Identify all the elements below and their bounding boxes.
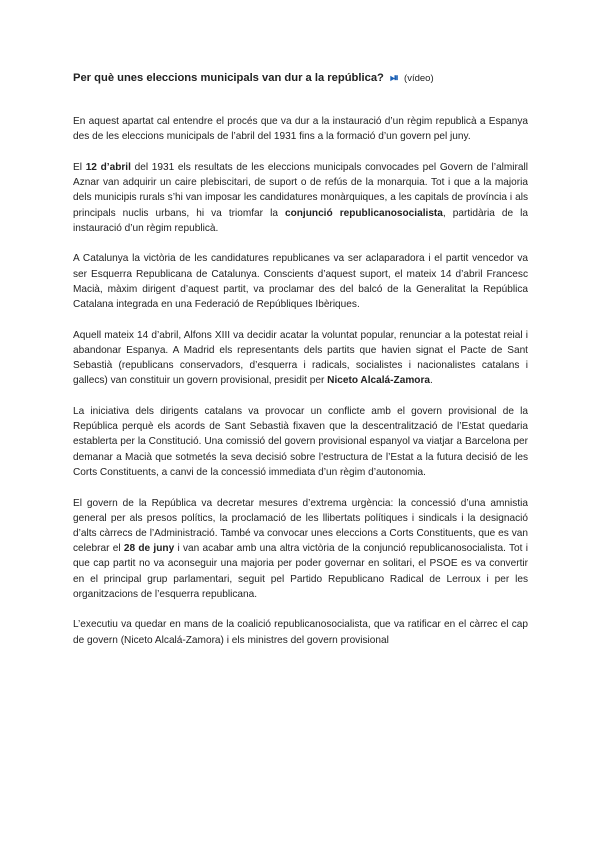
paragraph-7: L’executiu va quedar en mans de la coalició republicanosocialista, que va ratificar en el càrrec el cap de govern (Niceto Alcalá-Zamora) i els ministres del govern provisional bbox=[73, 619, 528, 646]
date-12-april: 12 d’abril bbox=[85, 161, 131, 173]
paragraph-2-text: El bbox=[73, 161, 86, 173]
paragraph-6-text: El govern de la República va decretar mesures d’extrema urgència: la concessió d’una amnistia general per als presos polítics, la proclamació de les llibertats polítiques i sindicals i la designació d’alts càrrecs de l’Administració. També va convocar unes eleccions a Corts Constituents, que es van celebrar el bbox=[73, 497, 528, 555]
term-conjuncio: conjunció republicanosocialista bbox=[284, 207, 443, 219]
name-alcala-zamora: Niceto Alcalá-Zamora bbox=[327, 375, 430, 387]
paragraph-4 bbox=[73, 328, 528, 389]
article-body bbox=[73, 114, 528, 663]
paragraph-2 bbox=[73, 160, 528, 236]
video-play-icon[interactable]: ⏯ bbox=[389, 72, 398, 84]
paragraph-1: En aquest apartat cal entendre el procés que va dur a la instauració d’un règim republicà a Espanya des de les eleccions municipals de l’abril del 1931 fins a la formació d’un govern pel juny. bbox=[73, 116, 528, 143]
paragraph-2-text: , partidària de la instauració d’un règim republicà. bbox=[73, 207, 528, 234]
paragraph-4-text: Aquell mateix 14 d’abril, Alfons XIII va decidir acatar la voluntat popular, renunciar a la potestat reial i abandonar Espanya. A Madrid els representants dels partits que havien signat el Pacte de Sant Sebastià (republicans conservadors, d’esquerra i radicals, socialistes i nacionalistes catalans i gallecs) van constituir un govern provisional, presidit per bbox=[73, 329, 528, 387]
paragraph-3: A Catalunya la victòria de les candidatures republicanes va ser aclaparadora i el partit vencedor va ser Esquerra Republicana de Catalunya. Conscients d’aquest suport, el mateix 14 d’abril Francesc Macià, màxim dirigent d’aquest partit, va proclamar des del balcó de la Generalitat la República Catalana integrada en una Federació de Repúbliques Ibèriques. bbox=[73, 253, 528, 311]
video-link[interactable]: (vídeo) bbox=[404, 73, 434, 84]
page-title bbox=[73, 72, 543, 85]
paragraph-2-text: del 1931 els resultats de les eleccions municipals convocades pel Govern de l’almirall Aznar van adquirir un caire plebiscitari, de suport o de refús de la monarquia. Tot i que a la majoria dels municipis rurals s’hi van imposar les candidatures monàrquiques, a les capitals de província i als principals nuclis urbans, hi va triomfar la bbox=[73, 161, 528, 219]
paragraph-6-text: i van acabar amb una altra victòria de la conjunció republicanosocialista. Tot i que cap partit no va aconseguir una majoria per poder governar en solitari, el PSOE es va convertir en el principal grup parlamentari, seguit pel Partido Republicano Radical de Lerroux i per les organitzacions de l’esquerra republicana. bbox=[73, 543, 528, 600]
paragraph-5: La iniciativa dels dirigents catalans va provocar un conflicte amb el govern provisional de la República perquè els acords de Sant Sebastià fixaven que la descentralització de l’Estat quedaria establerta per la Constitució. Una comissió del govern provisional espanyol va viatjar a Barcelona per demanar a Macià que sotmetés la seva decisió sobre l’estructura de l’Estat a la futura decisió de les Corts Constituents, a canvi de la concessió immediata d’un règim d’autonomia. bbox=[73, 406, 528, 478]
paragraph-4-text: . bbox=[430, 375, 433, 387]
title-text: Per què unes eleccions municipals van dur a la república? bbox=[73, 72, 384, 84]
paragraph-6 bbox=[73, 496, 528, 602]
date-28-june: 28 de juny bbox=[123, 543, 175, 555]
